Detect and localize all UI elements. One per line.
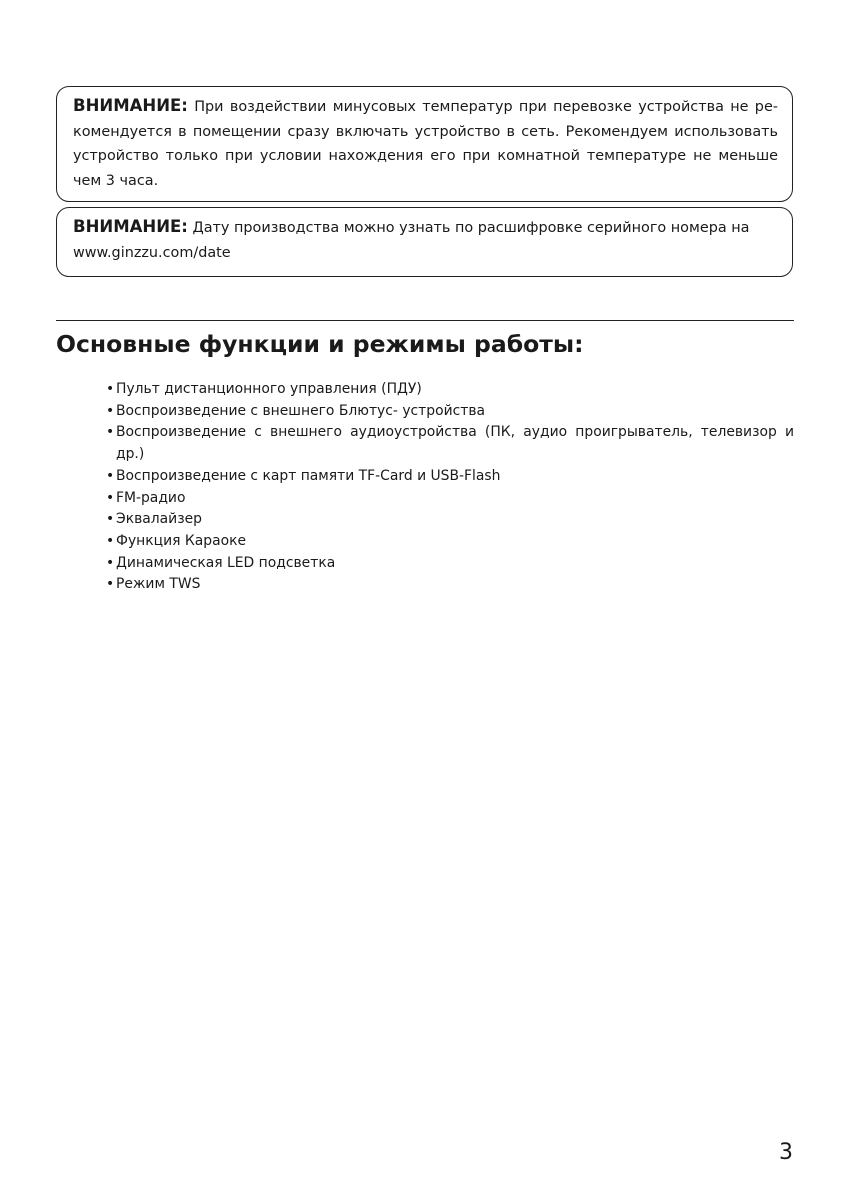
list-item-text: Функция Караоке [116, 532, 247, 549]
list-item [104, 379, 794, 401]
warning-text: Дату производства можно узнать по расшифровке серийного номера на www.ginzzu.com/date [73, 220, 750, 261]
bullet-icon: • [106, 576, 115, 593]
list-item-text: Эквалайзер [116, 511, 202, 528]
bullet-icon: • [106, 489, 115, 506]
warning-text: При воздействии минусовых температур при перевозке устройства не ре-комендуется в помещении сразу включать устройство в сеть. Рекомендуем использовать устройство только при условии нахождения его при комнатной температуре не меньше чем 3 часа. [73, 99, 778, 189]
list-item-text: Динамическая LED подсветка [116, 554, 336, 571]
features-list [104, 379, 794, 596]
list-item [104, 488, 794, 510]
bullet-icon: • [106, 532, 115, 549]
list-item [104, 531, 794, 553]
section-divider [56, 320, 794, 321]
list-item-text: Воспроизведение с внешнего аудиоустройства (ПК, аудио проигрыватель, телевизор и др.) [116, 424, 794, 463]
list-item-text: Воспроизведение с внешнего Блютус- устройства [116, 402, 486, 419]
list-item [104, 553, 794, 575]
list-item [104, 466, 794, 488]
warning-box-production-date [56, 207, 793, 277]
warning-label: ВНИМАНИЕ: [73, 96, 188, 115]
list-item-text: Воспроизведение с карт памяти TF-Card и USB-Flash [116, 467, 501, 484]
section-title: Основные функции и режимы работы: [56, 330, 584, 358]
bullet-icon: • [106, 402, 115, 419]
list-item [104, 574, 794, 596]
list-item-text: FM-радио [116, 489, 186, 506]
warning-box-temperature [56, 86, 793, 202]
list-item [104, 401, 794, 423]
bullet-icon: • [106, 467, 115, 484]
list-item-text: Пульт дистанционного управления (ПДУ) [116, 381, 422, 397]
warning-label: ВНИМАНИЕ: [73, 217, 188, 236]
bullet-icon: • [106, 424, 115, 441]
bullet-icon: • [106, 511, 115, 528]
list-item-text: Режим TWS [116, 576, 201, 593]
list-item [104, 422, 794, 465]
bullet-icon: • [106, 381, 115, 397]
list-item [104, 509, 794, 531]
page-number: 3 [779, 1140, 793, 1165]
bullet-icon: • [106, 554, 115, 571]
